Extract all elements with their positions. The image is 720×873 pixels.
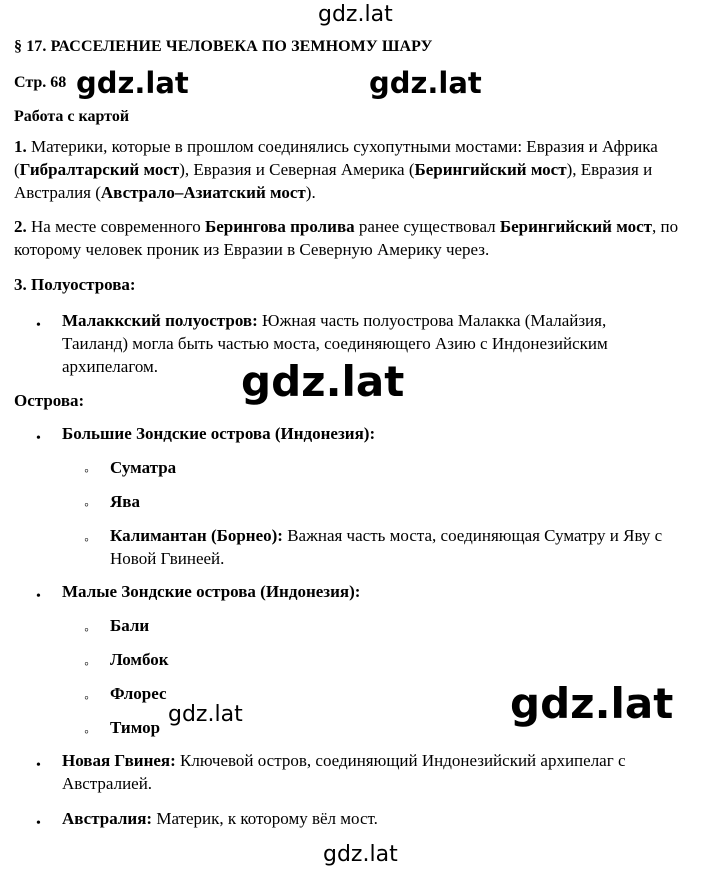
text: ), Евразия и Австралия ( xyxy=(14,160,653,202)
text: На месте современного xyxy=(26,217,205,236)
text: , по которому человек проник из Евразии в Северную Америку через. xyxy=(14,217,679,259)
bold-term: Австралия: xyxy=(62,809,153,828)
bold-term: Австрало–Азиатский мост xyxy=(100,183,306,202)
list-item-kalimantan xyxy=(110,524,710,570)
text: ), Евразия и Северная Америка ( xyxy=(179,160,415,179)
bullet-icon xyxy=(36,754,41,777)
page-number: Стр. 68 xyxy=(14,74,67,91)
watermark: gdz.lat xyxy=(168,702,243,727)
text: Важная часть моста, соединяющая Суматру и Яву с Новой Гвинеей. xyxy=(110,526,663,568)
text: Южная часть полуострова Малакка (Малайзия, Таиланд) могла быть частью моста, соединяющего Азию с Индонезийским архипелагом. xyxy=(62,311,608,376)
bold-term: Берингова пролива xyxy=(204,217,355,236)
bullet-icon xyxy=(36,812,41,835)
bold-term: Гибралтарский мост xyxy=(19,160,180,179)
islands-heading: Острова: xyxy=(14,391,85,410)
circle-bullet-icon xyxy=(84,721,89,744)
bold-term: Суматра xyxy=(110,458,177,477)
circle-bullet-icon xyxy=(84,494,89,517)
circle-bullet-icon xyxy=(84,687,89,710)
text: ). xyxy=(305,183,316,202)
paragraph-3-heading: 3. Полуострова: xyxy=(14,275,136,294)
list-item-malacca xyxy=(62,309,662,378)
bold-term: Большие Зондские острова (Индонезия): xyxy=(62,424,376,443)
circle-bullet-icon xyxy=(84,529,89,552)
bullet-icon xyxy=(36,427,41,450)
bold-term: Малые Зондские острова (Индонезия): xyxy=(62,582,361,601)
bold-term: Калимантан (Борнео): xyxy=(110,526,283,545)
section-heading: Работа с картой xyxy=(14,108,130,125)
list-item-timor xyxy=(110,716,160,739)
bullet-icon xyxy=(36,314,41,337)
text: Материк, к которому вёл мост. xyxy=(152,809,378,828)
list-item-lesser-sunda xyxy=(62,580,360,603)
item-number: 2. xyxy=(14,217,27,236)
watermark: gdz.lat xyxy=(510,679,674,728)
list-item-sumatra xyxy=(110,456,176,479)
bold-term: Ломбок xyxy=(110,650,169,669)
text: Ключевой остров, соединяющий Индонезийский архипелаг с Австралией. xyxy=(62,751,626,793)
paragraph-2 xyxy=(14,215,704,261)
text: Материки, которые в прошлом соединялись сухопутными мостами: Евразия и Африка ( xyxy=(14,137,658,179)
item-number: 1. xyxy=(14,137,27,156)
watermark: gdz.lat xyxy=(323,842,398,867)
circle-bullet-icon xyxy=(84,619,89,642)
bullet-icon xyxy=(36,585,41,608)
bold-term: Новая Гвинея: xyxy=(62,751,176,770)
bold-term: Берингийский мост xyxy=(499,217,652,236)
watermark: gdz.lat xyxy=(369,66,482,100)
bold-term: Флорес xyxy=(110,684,167,703)
bold-term: Берингийский мост xyxy=(414,160,567,179)
watermark: gdz.lat xyxy=(318,2,393,27)
watermark: gdz.lat xyxy=(76,66,189,100)
bold-term: Малаккский полуостров: xyxy=(62,311,258,330)
bold-term: Бали xyxy=(110,616,150,635)
list-item-new-guinea xyxy=(62,749,692,795)
watermark: gdz.lat xyxy=(241,357,405,406)
list-item-greater-sunda xyxy=(62,422,375,445)
bold-term: Ява xyxy=(110,492,140,511)
page-title: § 17. РАССЕЛЕНИЕ ЧЕЛОВЕКА ПО ЗЕМНОМУ ШАРУ xyxy=(14,38,433,55)
list-item-java xyxy=(110,490,140,513)
list-item-lombok xyxy=(110,648,169,671)
circle-bullet-icon xyxy=(84,460,89,483)
bold-term: Тимор xyxy=(110,718,161,737)
list-item-flores xyxy=(110,682,167,705)
circle-bullet-icon xyxy=(84,653,89,676)
text: ранее существовал xyxy=(354,217,500,236)
list-item-bali xyxy=(110,614,149,637)
paragraph-1 xyxy=(14,135,704,204)
list-item-australia xyxy=(62,807,378,830)
